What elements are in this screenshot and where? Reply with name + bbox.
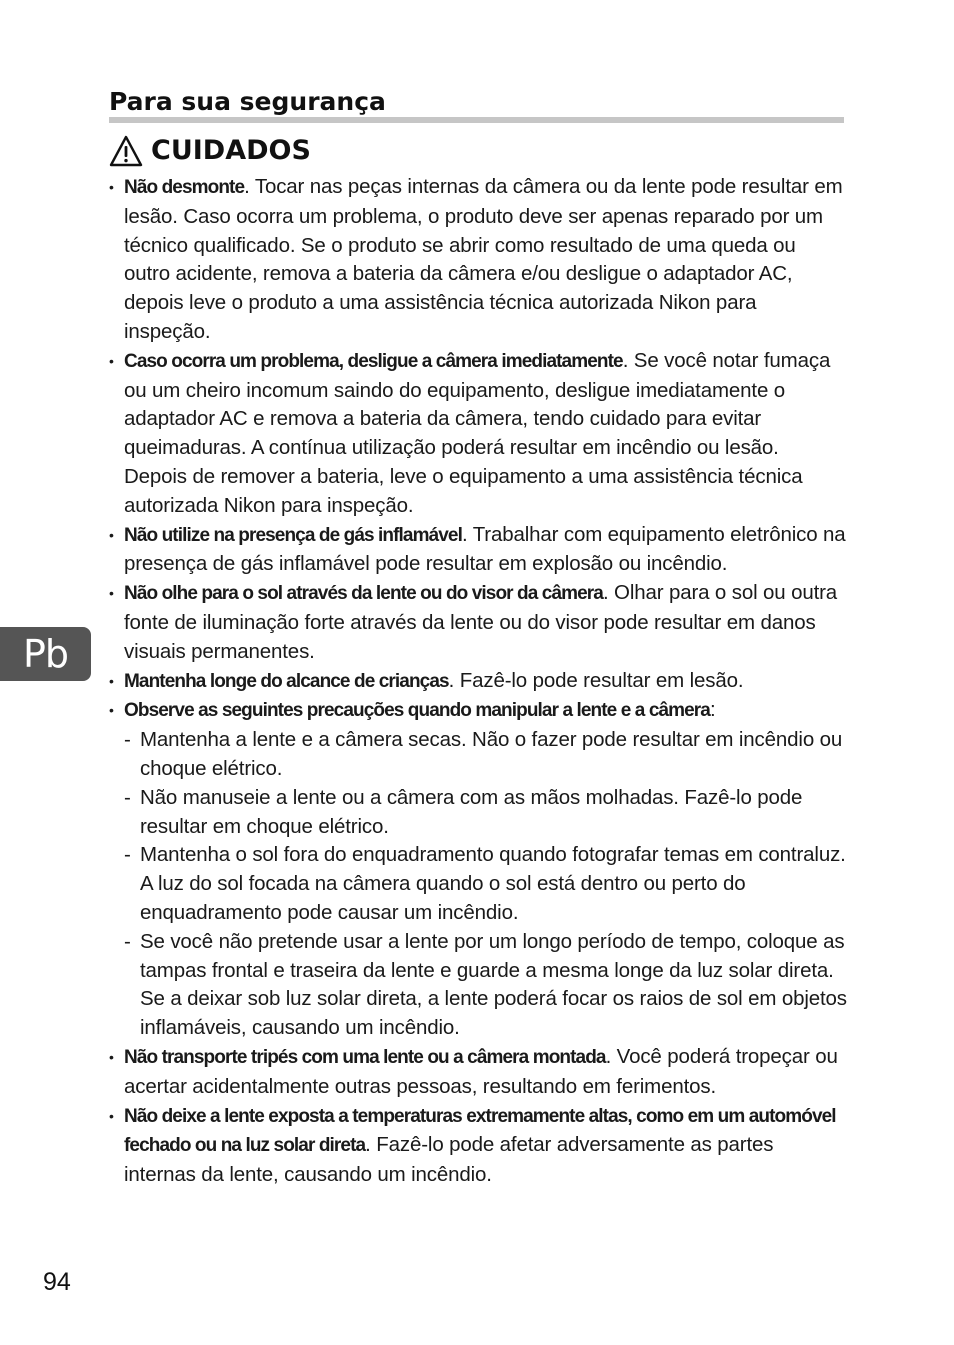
section-heading-label: CUIDADOS [151, 135, 311, 166]
list-item [105, 521, 847, 580]
item-text: . Tocar nas peças internas da câmera ou da lente pode resultar em lesão. Caso ocorra um problema, o produto deve ser apenas reparado por um técnico qualificado. Se o produto se abrir como resultado de uma queda ou outro acidente, remova a bateria da câmera e/ou desligue o adaptador AC, depois leve o produto a uma assistência técnica autorizada Nikon para inspeção. [124, 175, 843, 343]
bullet: • [109, 352, 114, 369]
dash: - [124, 929, 131, 953]
list-item [105, 173, 847, 347]
sub-list-item [105, 726, 847, 784]
language-tab-label: Pb [22, 632, 69, 676]
item-heading: Mantenha longe do alcance de crianças [124, 670, 449, 692]
item-text: . Olhar para o sol ou outra fonte de iluminação forte através da lente ou do visor pode resultar em danos visuais permanentes. [124, 581, 838, 663]
warning-triangle-icon [109, 135, 143, 167]
item-text: . Você poderá tropeçar ou acertar acidentalmente outras pessoas, resultando em ferimentos. [124, 1044, 838, 1098]
list-item [105, 696, 847, 726]
list-item [105, 579, 847, 666]
page-title: Para sua segurança [109, 87, 386, 116]
item-text: . Se você notar fumaça ou um cheiro incomum saindo do equipamento, desligue imediatamente o adaptador AC e remova a bateria da câmera, tendo cuidado para evitar queimaduras. A contínua utilização poderá resultar em incêndio ou lesão. Depois de remover a bateria, leve o equipamento a uma assistência técnica autorizada Nikon para inspeção. [124, 348, 831, 517]
sub-item-text: Se você não pretende usar a lente por um longo período de tempo, coloque as tampas frontal e traseira da lente e guarde a mesma longe da luz solar direta. Se a deixar sob luz solar direta, a lente poderá focar os raios de sol em objetos inflamáveis, causando um incêndio. [140, 929, 847, 1040]
item-heading: Não deixe a lente exposta a temperaturas extremamente altas, como em um automóvel fechado ou na luz solar direta [124, 1105, 836, 1157]
item-heading: Não utilize na presença de gás inflamável [124, 524, 462, 546]
sub-list-item [105, 841, 847, 927]
dash: - [124, 728, 131, 752]
bullet: • [109, 526, 114, 543]
item-text: . Trabalhar com equipamento eletrônico na presença de gás inflamável pode resultar em explosão ou incêndio. [124, 522, 846, 576]
item-heading: Não transporte tripés com uma lente ou a câmera montada [124, 1046, 606, 1068]
list-item [105, 1102, 847, 1190]
item-text: . Fazê-lo pode resultar em lesão. [448, 668, 744, 692]
bullet: • [109, 1107, 114, 1124]
sub-item-text: Não manuseie a lente ou a câmera com as mãos molhadas. Fazê-lo pode resultar em choque elétrico. [140, 785, 803, 838]
sub-list-item [105, 784, 847, 842]
bullet: • [109, 672, 114, 689]
list-item [105, 347, 847, 521]
item-heading: Observe as seguintes precauções quando manipular a lente e a câmera [124, 700, 710, 722]
title-rule [109, 117, 844, 123]
item-heading: Caso ocorra um problema, desligue a câmera imediatamente [124, 350, 623, 372]
bullet: • [109, 585, 114, 602]
sub-item-text: Mantenha a lente e a câmera secas. Não o fazer pode resultar em incêndio ou choque elétrico. [140, 728, 843, 780]
item-heading: Não olhe para o sol através da lente ou do visor da câmera [124, 583, 603, 605]
item-text: : [709, 698, 716, 722]
dash: - [124, 843, 131, 867]
list-item [105, 667, 847, 697]
cautions-list [105, 173, 847, 1190]
sub-item-text: Mantenha o sol fora do enquadramento quando fotografar temas em contraluz. A luz do sol focada na câmera quando o sol está dentro ou perto do enquadramento pode causar um incêndio. [140, 843, 846, 924]
item-text: . Fazê-lo pode afetar adversamente as partes internas da lente, causando um incêndio. [124, 1133, 774, 1187]
bullet: • [109, 702, 114, 719]
sub-list-item [105, 928, 847, 1043]
page-number: 94 [43, 1268, 71, 1296]
list-item [105, 1043, 847, 1102]
dash: - [124, 785, 131, 809]
bullet: • [109, 179, 114, 195]
item-heading: Não desmonte [124, 177, 245, 198]
language-tab [0, 627, 91, 681]
section-heading [109, 133, 311, 169]
bullet: • [109, 1048, 114, 1065]
